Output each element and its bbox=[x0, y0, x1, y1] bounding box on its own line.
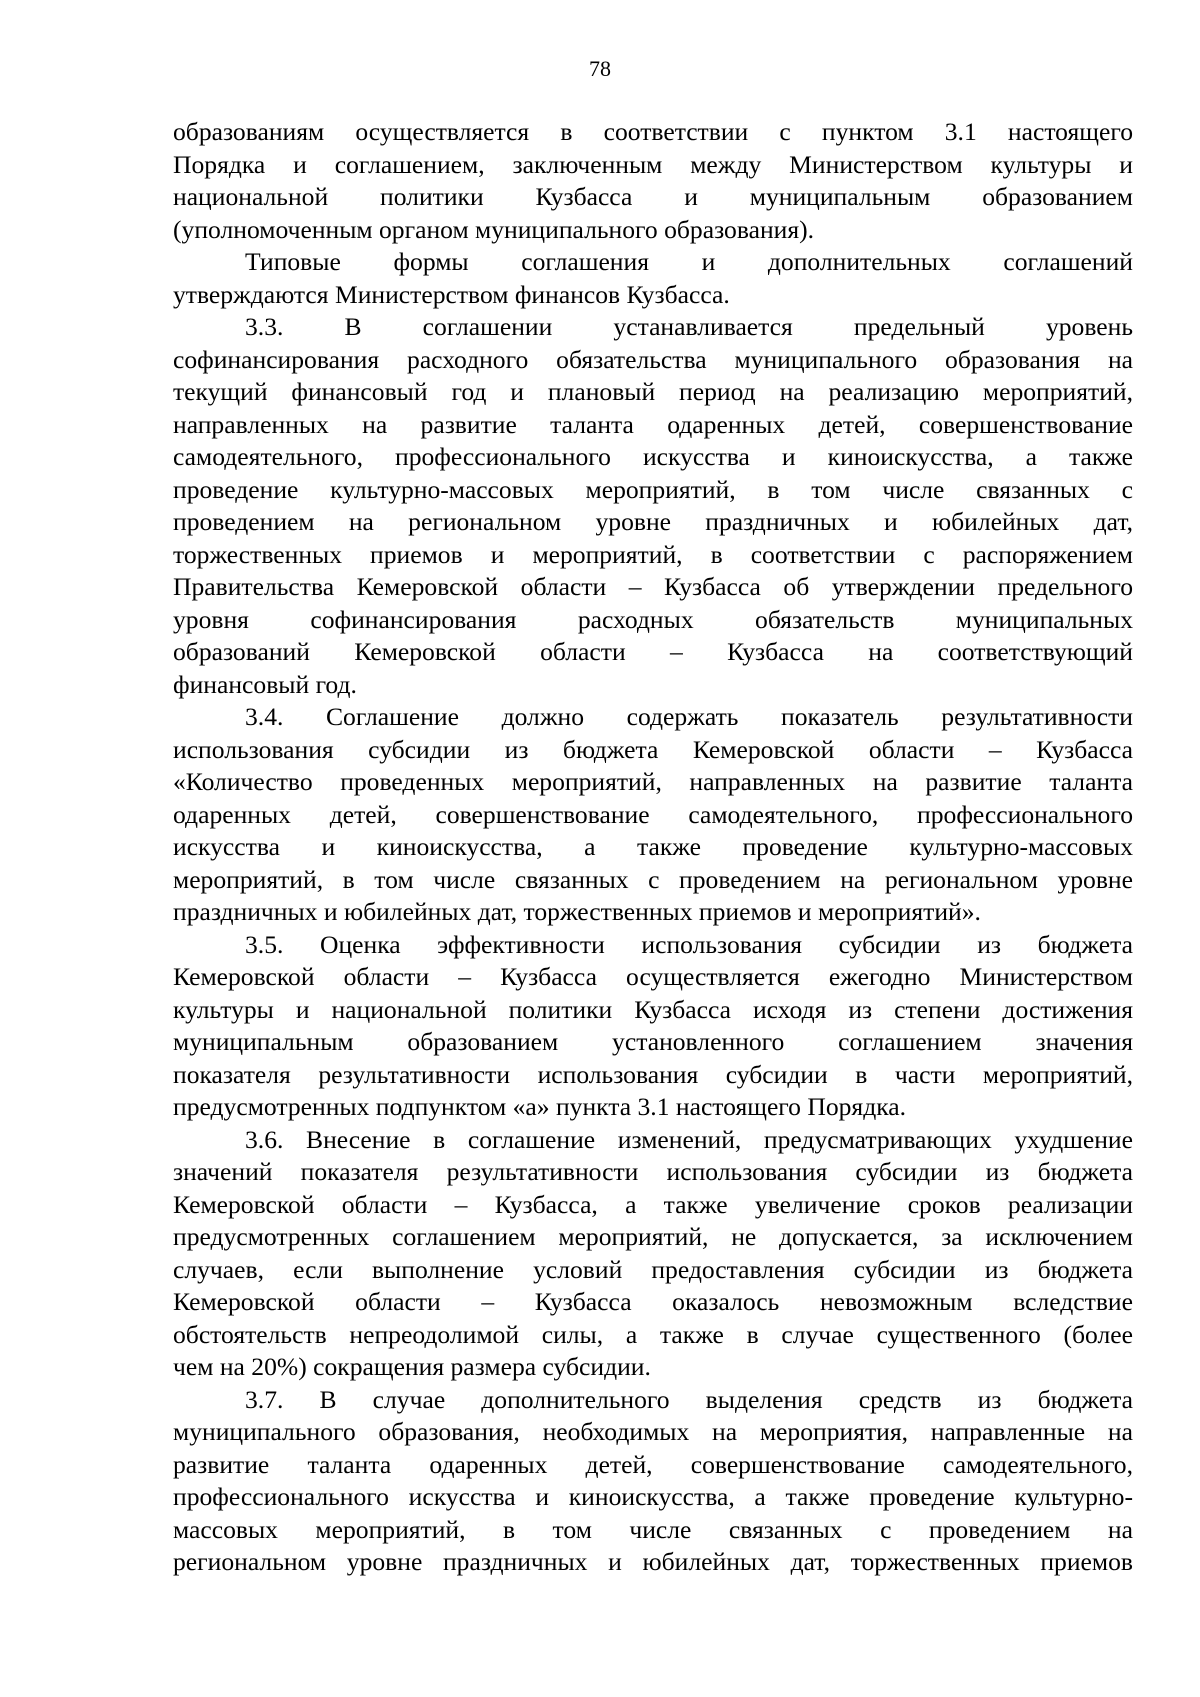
text-line: образованиям осуществляется в соответствии с пунктом 3.1 настоящего bbox=[173, 117, 1133, 146]
text-line: культуры и национальной политики Кузбасса исходя из степени достижения bbox=[173, 994, 1133, 1024]
text-line: проведение культурно-массовых мероприятий, в том числе связанных с bbox=[173, 474, 1133, 504]
text-line: (уполномоченным органом муниципального образования). bbox=[173, 214, 815, 244]
text-line: самодеятельного, профессионального искусства и киноискусства, а также bbox=[173, 442, 1133, 471]
text-line: искусства и киноискусства, а также проведение культурно-массовых bbox=[173, 832, 1133, 861]
text-line: муниципального образования, необходимых на мероприятия, направленные на bbox=[173, 1417, 1133, 1446]
text-line: Кемеровской области – Кузбасса, а также увеличение сроков реализации bbox=[173, 1189, 1133, 1219]
text-line: текущий финансовый год и плановый период на реализацию мероприятий, bbox=[173, 377, 1133, 406]
text-line: региональном уровне праздничных и юбилейных дат, торжественных приемов bbox=[173, 1547, 1133, 1576]
text-line: софинансирования расходного обязательства муниципального образования на bbox=[173, 344, 1133, 374]
text-line: национальной политики Кузбасса и муниципальным образованием bbox=[173, 182, 1133, 211]
text-line: значений показателя результативности использования субсидии из бюджета bbox=[173, 1157, 1133, 1186]
text-line: показателя результативности использования субсидии в части мероприятий, bbox=[173, 1059, 1133, 1089]
text-line: Кемеровской области – Кузбасса оказалось невозможным вследствие bbox=[173, 1287, 1133, 1316]
text-line: утверждаются Министерством финансов Кузбасса. bbox=[173, 279, 730, 309]
text-line: предусмотренных подпунктом «а» пункта 3.1 настоящего Порядка. bbox=[173, 1092, 907, 1121]
text-line: 3.3. В соглашении устанавливается предельный уровень bbox=[245, 312, 1133, 341]
text-line: обстоятельств непреодолимой силы, а также в случае существенного (более bbox=[173, 1319, 1133, 1349]
text-line: развитие таланта одаренных детей, совершенствование самодеятельного, bbox=[173, 1449, 1133, 1479]
text-line: Типовые формы соглашения и дополнительных соглашений bbox=[245, 247, 1133, 276]
text-line: мероприятий, в том числе связанных с проведением на региональном уровне bbox=[173, 864, 1133, 894]
text-line: Порядка и соглашением, заключенным между Министерством культуры и bbox=[173, 149, 1133, 179]
body-text bbox=[173, 116, 1133, 1579]
text-line: Кемеровской области – Кузбасса осуществляется ежегодно Министерством bbox=[173, 962, 1133, 991]
text-line: чем на 20%) сокращения размера субсидии. bbox=[173, 1352, 651, 1381]
text-line: Правительства Кемеровской области – Кузбасса об утверждении предельного bbox=[173, 572, 1133, 601]
text-line: 3.7. В случае дополнительного выделения средств из бюджета bbox=[245, 1384, 1133, 1414]
text-line: 3.4. Соглашение должно содержать показатель результативности bbox=[245, 702, 1133, 731]
text-line: случаев, если выполнение условий предоставления субсидии из бюджета bbox=[173, 1254, 1133, 1284]
text-line: предусмотренных соглашением мероприятий, не допускается, за исключением bbox=[173, 1222, 1133, 1251]
text-line: уровня софинансирования расходных обязательств муниципальных bbox=[173, 604, 1133, 634]
text-line: «Количество проведенных мероприятий, направленных на развитие таланта bbox=[173, 767, 1133, 796]
text-line: образований Кемеровской области – Кузбасса на соответствующий bbox=[173, 637, 1133, 666]
text-line: торжественных приемов и мероприятий, в соответствии с распоряжением bbox=[173, 539, 1133, 569]
text-line: профессионального искусства и киноискусства, а также проведение культурно- bbox=[173, 1482, 1133, 1511]
text-line: проведением на региональном уровне праздничных и юбилейных дат, bbox=[173, 507, 1133, 536]
text-line: 3.6. Внесение в соглашение изменений, предусматривающих ухудшение bbox=[245, 1124, 1133, 1154]
text-line: использования субсидии из бюджета Кемеровской области – Кузбасса bbox=[173, 734, 1133, 764]
text-line: муниципальным образованием установленного соглашением значения bbox=[173, 1027, 1133, 1056]
text-line: 3.5. Оценка эффективности использования субсидии из бюджета bbox=[245, 929, 1133, 959]
page-number: 78 bbox=[589, 56, 611, 81]
text-line: одаренных детей, совершенствование самодеятельного, профессионального bbox=[173, 799, 1133, 829]
text-line: праздничных и юбилейных дат, торжественных приемов и мероприятий». bbox=[173, 897, 981, 926]
text-line: финансовый год. bbox=[173, 669, 357, 699]
text-line: направленных на развитие таланта одаренных детей, совершенствование bbox=[173, 409, 1133, 439]
text-line: массовых мероприятий, в том числе связанных с проведением на bbox=[173, 1514, 1133, 1544]
